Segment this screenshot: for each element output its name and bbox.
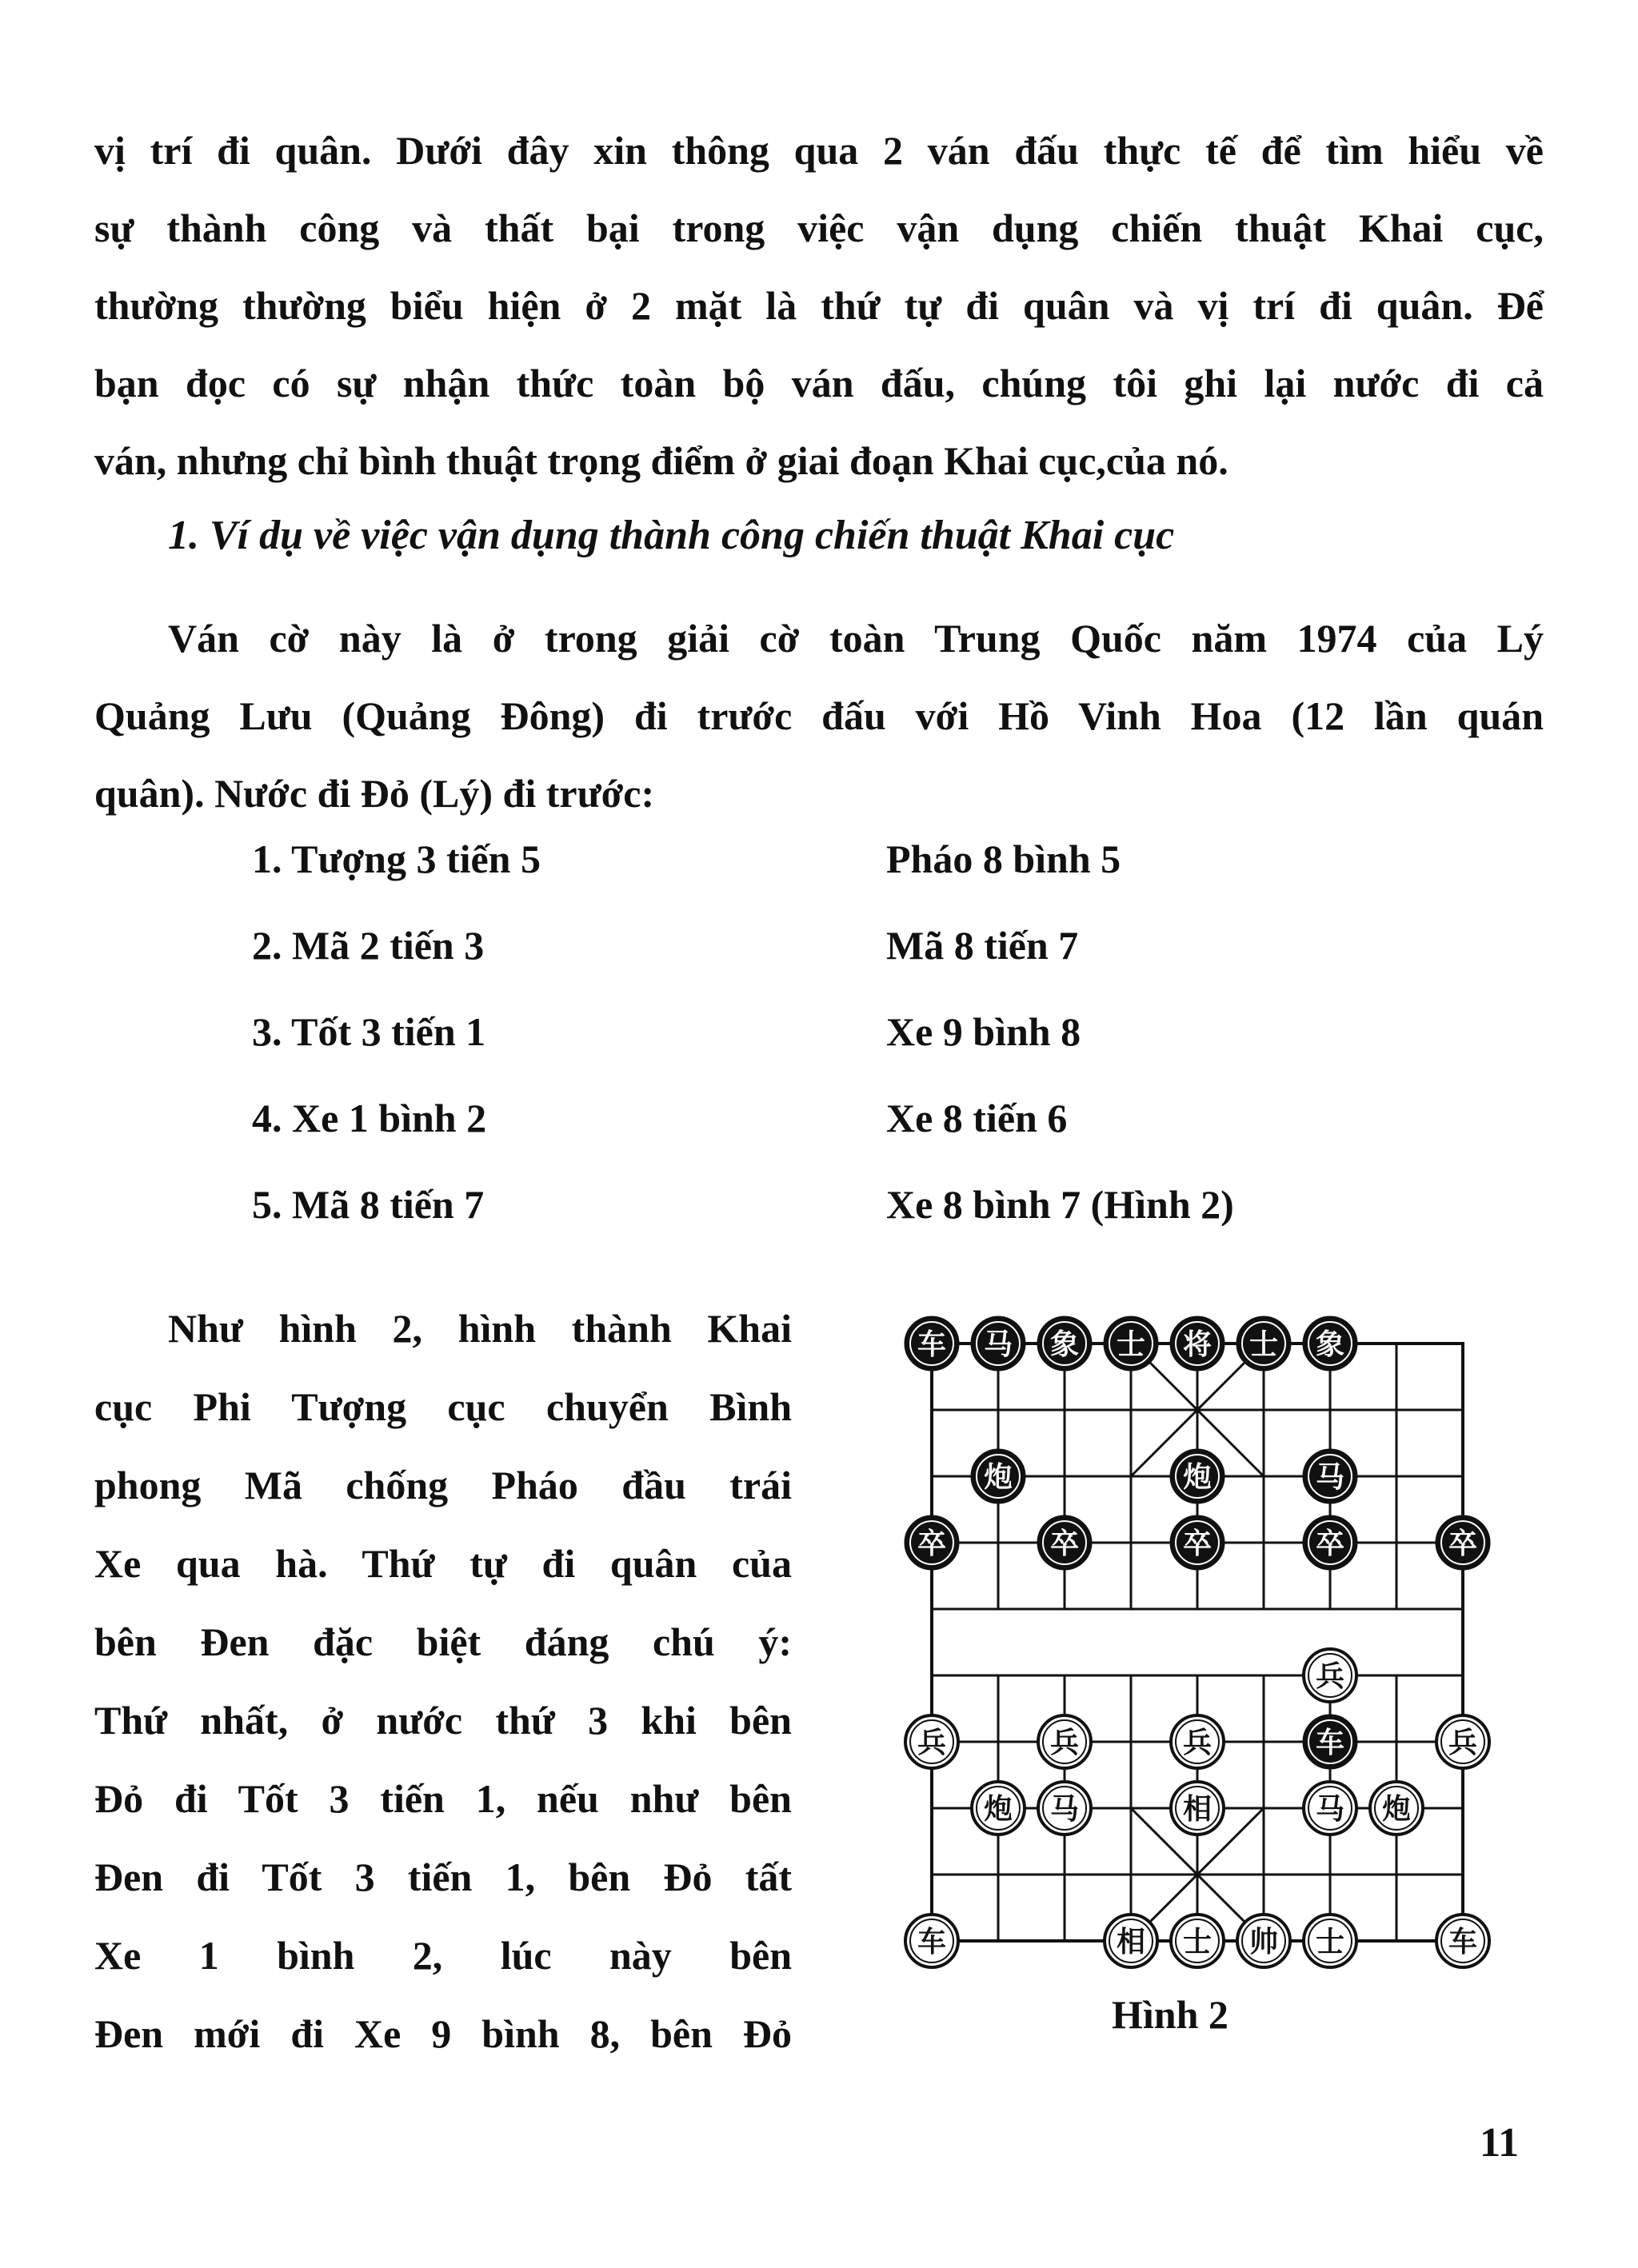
commentary-paragraph bbox=[94, 1289, 792, 2073]
piece-glyph: 马 bbox=[983, 1328, 1013, 1361]
piece-glyph: 马 bbox=[1315, 1461, 1345, 1494]
black-move: Xe 8 bình 7 (Hình 2) bbox=[886, 1182, 1234, 1227]
piece-glyph: 象 bbox=[1049, 1328, 1080, 1361]
text-line: Xe 1 bình 2, lúc này bên bbox=[94, 1933, 792, 1978]
red-piece bbox=[1171, 1915, 1224, 1967]
red-piece bbox=[1171, 1782, 1224, 1835]
text-line: sự thành công và thất bại trong việc vận dụng chiến thuật Khai cục, bbox=[94, 206, 1544, 250]
text-line: cục Phi Tượng cục chuyển Bình bbox=[94, 1384, 792, 1429]
black-move: Pháo 8 bình 5 bbox=[886, 837, 1121, 881]
move-row bbox=[0, 1008, 1638, 1088]
black-move: Xe 8 tiến 6 bbox=[886, 1096, 1068, 1140]
text-line: Đen đi Tốt 3 tiến 1, bên Đỏ tất bbox=[94, 1855, 792, 1899]
black-piece bbox=[1171, 1317, 1224, 1370]
board-grid bbox=[932, 1344, 1463, 1941]
black-piece bbox=[1304, 1516, 1356, 1569]
figure-caption: Hình 2 bbox=[1112, 1992, 1228, 2037]
red-piece bbox=[1237, 1915, 1290, 1967]
piece-glyph: 炮 bbox=[1182, 1461, 1213, 1494]
red-piece bbox=[972, 1782, 1025, 1835]
red-piece bbox=[1171, 1715, 1224, 1768]
piece-glyph: 兵 bbox=[1448, 1727, 1478, 1759]
red-piece bbox=[1436, 1715, 1489, 1768]
red-piece bbox=[1105, 1915, 1157, 1967]
black-piece bbox=[1436, 1516, 1489, 1569]
red-move: 3. Tốt 3 tiến 1 bbox=[252, 1009, 486, 1054]
piece-glyph: 炮 bbox=[1381, 1793, 1412, 1826]
page-number: 11 bbox=[1480, 2120, 1520, 2166]
red-move: 5. Mã 8 tiến 7 bbox=[252, 1182, 485, 1227]
piece-glyph: 兵 bbox=[1315, 1660, 1345, 1693]
text-line: Đỏ đi Tốt 3 tiến 1, nếu như bên bbox=[94, 1776, 792, 1821]
red-piece bbox=[1038, 1782, 1091, 1835]
text-line: bạn đọc có sự nhận thức toàn bộ ván đấu, chúng tôi ghi lại nước đi cả bbox=[94, 361, 1544, 405]
move-row bbox=[0, 836, 1638, 916]
piece-glyph: 士 bbox=[1315, 1926, 1345, 1959]
piece-glyph: 相 bbox=[1116, 1926, 1146, 1959]
piece-glyph: 士 bbox=[1116, 1328, 1146, 1361]
black-piece bbox=[905, 1516, 958, 1569]
piece-glyph: 将 bbox=[1182, 1328, 1213, 1361]
text-line: phong Mã chống Pháo đầu trái bbox=[94, 1463, 792, 1507]
red-move: 4. Xe 1 bình 2 bbox=[252, 1096, 487, 1140]
piece-glyph: 士 bbox=[1182, 1926, 1213, 1959]
piece-glyph: 兵 bbox=[1049, 1727, 1080, 1759]
black-piece bbox=[1304, 1715, 1356, 1768]
piece-glyph: 车 bbox=[1448, 1926, 1478, 1959]
red-move: 2. Mã 2 tiến 3 bbox=[252, 923, 485, 968]
piece-glyph: 相 bbox=[1182, 1793, 1213, 1826]
piece-glyph: 马 bbox=[1315, 1793, 1345, 1826]
piece-glyph: 兵 bbox=[917, 1727, 947, 1759]
text-line: Như hình 2, hình thành Khai bbox=[168, 1306, 792, 1351]
piece-glyph: 卒 bbox=[1049, 1527, 1080, 1560]
text-line: thường thường biểu hiện ở 2 mặt là thứ tự đi quân và vị trí đi quân. Để bbox=[94, 283, 1544, 328]
text-line: quân). Nước đi Đỏ (Lý) đi trước: bbox=[94, 771, 655, 816]
red-piece bbox=[1038, 1715, 1091, 1768]
section-heading: 1. Ví dụ về việc vận dụng thành công chiến thuật Khai cục bbox=[168, 513, 1175, 558]
piece-glyph: 士 bbox=[1248, 1328, 1279, 1361]
black-piece bbox=[1304, 1450, 1356, 1503]
piece-glyph: 车 bbox=[1315, 1727, 1345, 1759]
piece-glyph: 炮 bbox=[983, 1461, 1013, 1494]
red-move: 1. Tượng 3 tiến 5 bbox=[252, 837, 541, 881]
black-piece bbox=[972, 1317, 1025, 1370]
black-piece bbox=[1038, 1516, 1091, 1569]
red-piece bbox=[1370, 1782, 1423, 1835]
piece-glyph: 车 bbox=[917, 1926, 947, 1959]
text-line: Thứ nhất, ở nước thứ 3 khi bên bbox=[94, 1698, 792, 1743]
red-piece bbox=[1304, 1915, 1356, 1967]
piece-glyph: 卒 bbox=[917, 1527, 947, 1560]
text-line: Đen mới đi Xe 9 bình 8, bên Đỏ bbox=[94, 2011, 792, 2056]
black-move: Mã 8 tiến 7 bbox=[886, 923, 1079, 968]
black-piece bbox=[1038, 1317, 1091, 1370]
black-piece bbox=[1304, 1317, 1356, 1370]
red-piece bbox=[1304, 1782, 1356, 1835]
piece-glyph: 帅 bbox=[1248, 1926, 1279, 1959]
text-line: Quảng Lưu (Quảng Đông) đi trước đấu với Hồ Vinh Hoa (12 lần quán bbox=[94, 693, 1544, 738]
red-piece bbox=[905, 1915, 958, 1967]
text-line: bên Đen đặc biệt đáng chú ý: bbox=[94, 1619, 792, 1664]
black-piece bbox=[1171, 1450, 1224, 1503]
piece-glyph: 兵 bbox=[1182, 1727, 1213, 1759]
intro-paragraph bbox=[94, 112, 1544, 500]
text-line: ván, nhưng chỉ bình thuật trọng điểm ở giai đoạn Khai cục,của nó. bbox=[94, 438, 1228, 483]
move-row bbox=[0, 922, 1638, 1002]
piece-glyph: 车 bbox=[917, 1328, 947, 1361]
xiangqi-board-diagram bbox=[888, 1292, 1504, 1971]
black-piece bbox=[905, 1317, 958, 1370]
piece-glyph: 卒 bbox=[1448, 1527, 1478, 1560]
red-piece bbox=[1436, 1915, 1489, 1967]
piece-glyph: 象 bbox=[1315, 1328, 1345, 1361]
red-piece bbox=[905, 1715, 958, 1768]
black-piece bbox=[972, 1450, 1025, 1503]
text-line: vị trí đi quân. Dưới đây xin thông qua 2 ván đấu thực tế để tìm hiểu về bbox=[94, 128, 1544, 173]
piece-glyph: 马 bbox=[1049, 1793, 1080, 1826]
piece-glyph: 卒 bbox=[1315, 1527, 1345, 1560]
black-piece bbox=[1105, 1317, 1157, 1370]
game-intro-paragraph bbox=[94, 600, 1544, 833]
black-move: Xe 9 bình 8 bbox=[886, 1009, 1081, 1054]
text-line: Xe qua hà. Thứ tự đi quân của bbox=[94, 1541, 792, 1586]
black-piece bbox=[1237, 1317, 1290, 1370]
move-row bbox=[0, 1095, 1638, 1175]
red-piece bbox=[1304, 1649, 1356, 1702]
text-line: Ván cờ này là ở trong giải cờ toàn Trung Quốc năm 1974 của Lý bbox=[168, 616, 1544, 661]
piece-glyph: 卒 bbox=[1182, 1527, 1213, 1560]
move-row bbox=[0, 1181, 1638, 1261]
black-piece bbox=[1171, 1516, 1224, 1569]
piece-glyph: 炮 bbox=[983, 1793, 1013, 1826]
